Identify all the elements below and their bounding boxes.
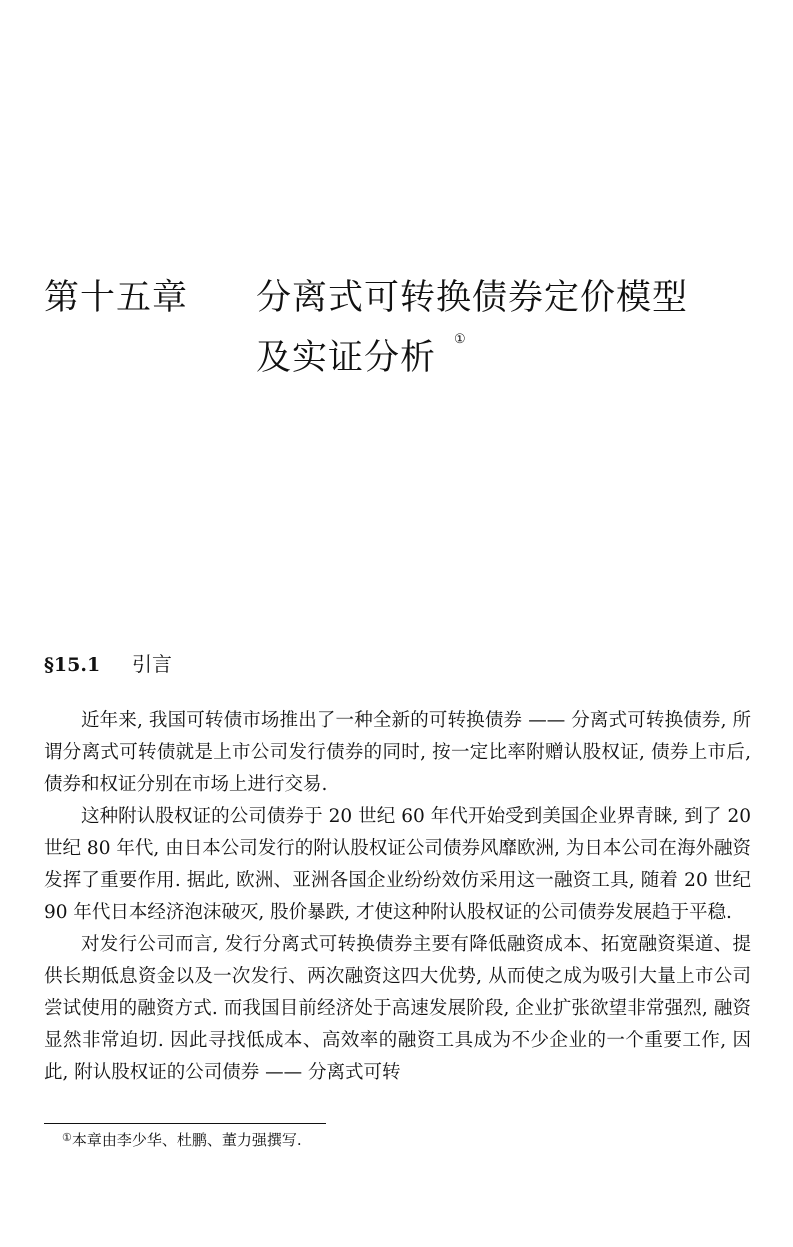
paragraph: 近年来, 我国可转债市场推出了一种全新的可转换债券 —— 分离式可转换债券, 所谓分离式可转债就是上市公司发行债券的同时, 按一定比率附赠认股权证, 债券上市后, 债券和权证分别在市场上进行交易. xyxy=(44,710,751,795)
footnote-text: 本章由李少华、杜鹏、董力强撰写. xyxy=(71,1131,302,1149)
footnote-divider xyxy=(44,1123,326,1124)
chapter-footnote-mark[interactable]: ① xyxy=(454,332,467,347)
body-text xyxy=(44,705,751,1089)
section-heading xyxy=(44,648,172,677)
chapter-title-text-2: 及实证分析 xyxy=(256,338,437,378)
paragraph: 对发行公司而言, 发行分离式可转换债券主要有降低融资成本、拓宽融资渠道、提供长期低息资金以及一次发行、两次融资这四大优势, 从而使之成为吸引大量上市公司尝试使用的融资方式. 而我国目前经济处于高速发展阶段, 企业扩张欲望非常强烈, 融资显然非常迫切. 因此寻找低成本、高效率的融资工具成为不少企业的一个重要工作, 因此, 附认股权证的公司债券 —— 分离式可转 xyxy=(44,934,751,1083)
footnote-mark: ① xyxy=(62,1131,72,1144)
chapter-title xyxy=(44,268,764,388)
chapter-title-line-2 xyxy=(44,328,764,388)
chapter-number: 第十五章 xyxy=(44,278,189,318)
chapter-title-indent xyxy=(44,328,256,388)
footnote xyxy=(62,1130,302,1152)
paragraph: 这种附认股权证的公司债券于 20 世纪 60 年代开始受到美国企业界青睐, 到了 20 世纪 80 年代, 由日本公司发行的附认股权证公司债券风靡欧洲, 为日本公司在海外融资发挥了重要作用. 据此, 欧洲、亚洲各国企业纷纷效仿采用这一融资工具, 随着 20 世纪 90 年代日本经济泡沫破灭, 股价暴跌, 才使这种附认股权证的公司债券发展趋于平稳. xyxy=(44,806,751,923)
section-number: §15.1 xyxy=(44,654,101,676)
chapter-title-line-1 xyxy=(44,268,764,328)
chapter-title-text-1: 分离式可转换债券定价模型 xyxy=(256,278,689,318)
section-title: 引言 xyxy=(132,652,172,676)
